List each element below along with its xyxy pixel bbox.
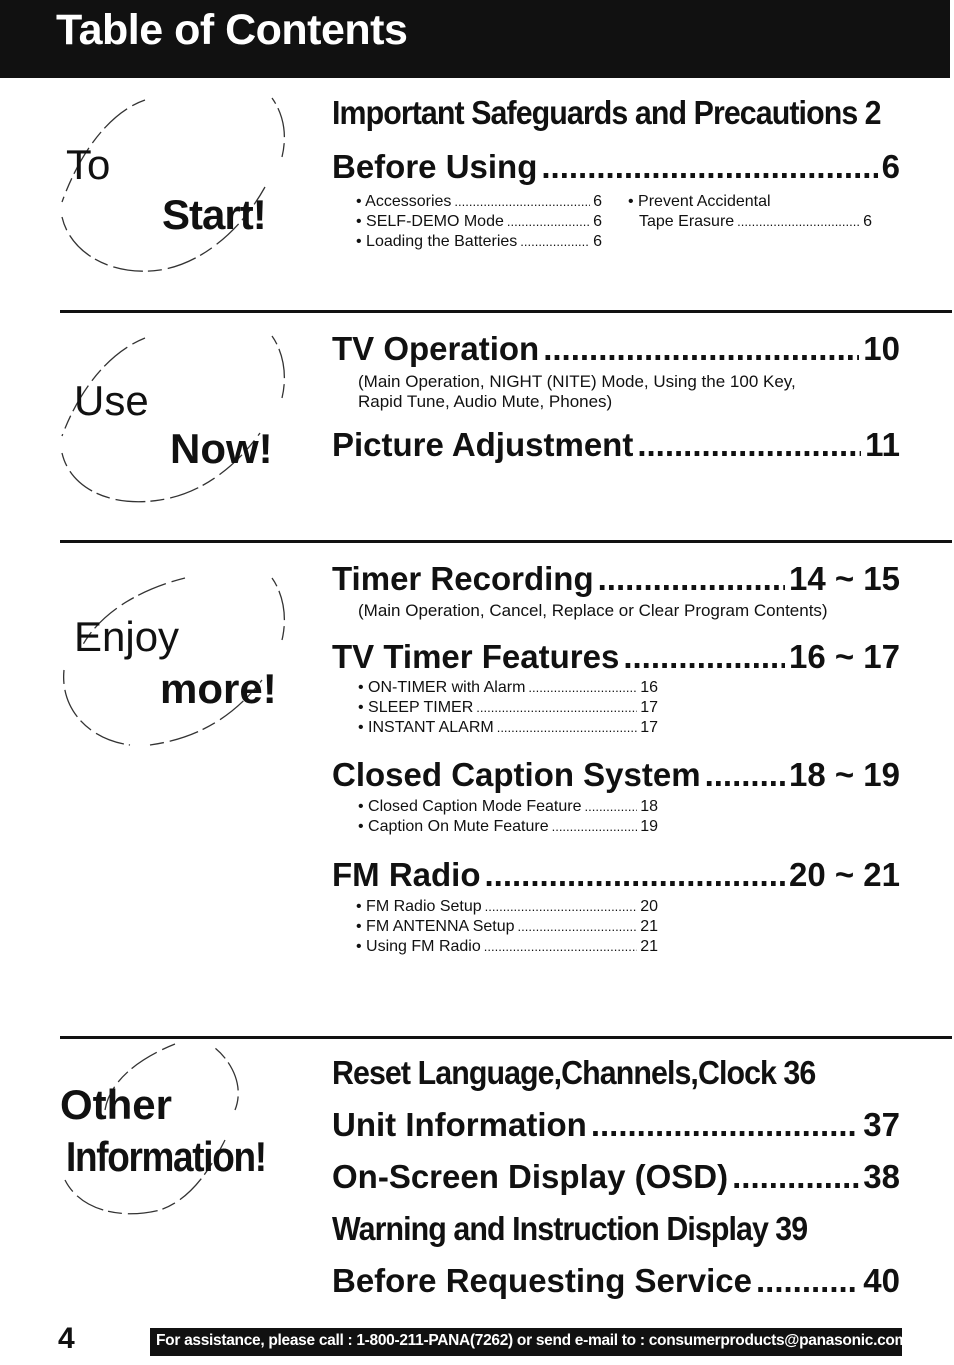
section-divider [60, 1036, 952, 1039]
toc-entry-important-safeguards[interactable]: Important Safeguards and Precautions 2 [332, 94, 881, 131]
header-bar [0, 0, 950, 78]
list-item[interactable]: • Accessories ..... 6 [356, 192, 602, 212]
toc-entry-timer-recording[interactable]: Timer Recording ..... 14 ~ 15 [332, 560, 900, 598]
list-item[interactable]: • Using FM Radio ..... 21 [356, 937, 658, 957]
toc-entry-osd[interactable]: On-Screen Display (OSD) ..... 38 [332, 1158, 900, 1196]
toc-entry-fm-radio[interactable]: FM Radio ..... 20 ~ 21 [332, 856, 900, 894]
section-label-start: Start! [162, 191, 266, 238]
toc-entry-before-requesting-service[interactable]: Before Requesting Service ..... 40 [332, 1262, 900, 1300]
section-oval-decoration [50, 570, 300, 755]
closed-caption-list [358, 797, 658, 837]
section-label-other: Other [60, 1081, 173, 1128]
section-label-information: Information! [66, 1133, 266, 1180]
section-label-to: To [66, 141, 111, 188]
tv-operation-note: (Main Operation, NIGHT (NITE) Mode, Using the 100 Key, Rapid Tune, Audio Mute, Phones) [358, 372, 796, 411]
list-item[interactable]: • Caption On Mute Feature ..... 19 [358, 817, 658, 837]
before-using-list-right [628, 192, 872, 232]
toc-entry-warning[interactable]: Warning and Instruction Display 39 [332, 1210, 808, 1247]
list-item[interactable]: • Loading the Batteries ..... 6 [356, 232, 602, 252]
before-using-list-left [356, 192, 602, 252]
section-divider [60, 540, 952, 543]
list-item[interactable]: • Closed Caption Mode Feature ..... 18 [358, 797, 658, 817]
section-label-enjoy: Enjoy [74, 613, 180, 660]
section-divider [60, 310, 952, 313]
list-item[interactable]: • SELF-DEMO Mode ..... 6 [356, 212, 602, 232]
list-item[interactable]: • SLEEP TIMER ..... 17 [358, 698, 658, 718]
list-item[interactable]: • INSTANT ALARM ..... 17 [358, 718, 658, 738]
toc-entry-closed-caption[interactable]: Closed Caption System ..... 18 ~ 19 [332, 756, 900, 794]
section-label-more: more! [160, 665, 277, 712]
list-item[interactable]: Tape Erasure ..... 6 [628, 212, 872, 232]
list-item[interactable]: • FM Radio Setup ..... 20 [356, 897, 658, 917]
section-label-now: Now! [170, 425, 273, 472]
fm-radio-list [356, 897, 658, 957]
toc-entry-unit-information[interactable]: Unit Information ..... 37 [332, 1106, 900, 1144]
toc-entry-before-using[interactable]: Before Using ..... 6 [332, 148, 900, 186]
list-item[interactable]: • ON-TIMER with Alarm ..... 16 [358, 678, 658, 698]
assistance-banner [150, 1328, 909, 1356]
page-number: 4 [58, 1322, 75, 1355]
list-item[interactable]: • FM ANTENNA Setup ..... 21 [356, 917, 658, 937]
tv-timer-list [358, 678, 658, 738]
toc-entry-reset[interactable]: Reset Language,Channels,Clock 36 [332, 1054, 816, 1091]
toc-entry-tv-operation[interactable]: TV Operation ..... 10 [332, 330, 900, 368]
page-title: Table of Contents [56, 6, 408, 54]
list-item: • Prevent Accidental [628, 193, 771, 210]
assistance-text: For assistance, please call : 1-800-211-PANA(7262) or send e-mail to : consumerproducts@panasonic.com [156, 1332, 909, 1349]
toc-entry-picture-adjustment[interactable]: Picture Adjustment ..... 11 [332, 426, 900, 464]
timer-recording-note: (Main Operation, Cancel, Replace or Clear Program Contents) [358, 601, 828, 620]
toc-entry-tv-timer-features[interactable]: TV Timer Features ..... 16 ~ 17 [332, 638, 900, 676]
section-label-use: Use [74, 377, 149, 424]
